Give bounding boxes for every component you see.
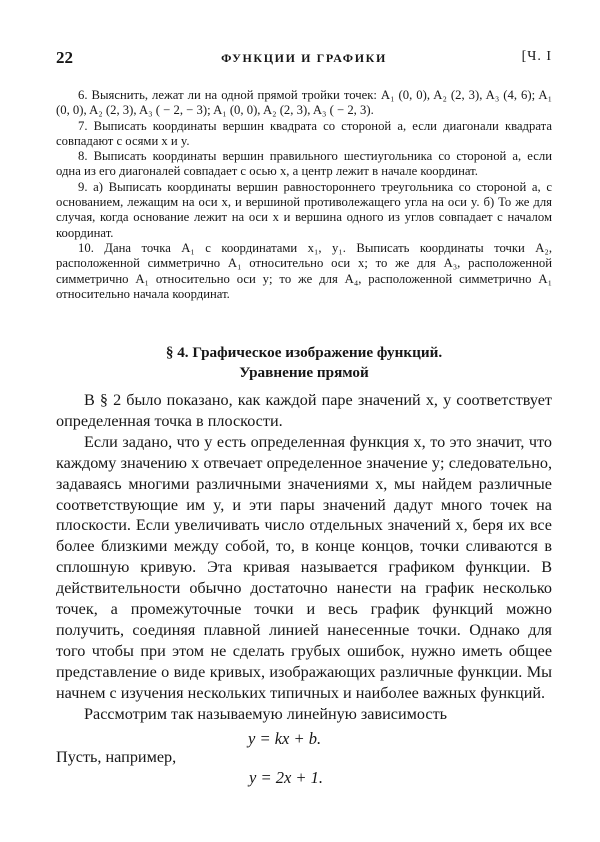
page-header <box>56 48 552 68</box>
body-text <box>56 390 552 725</box>
section-title-line-1: § 4. Графическое изображение функций. <box>165 344 443 361</box>
paragraph-1: В § 2 было показано, как каждой паре значений x, y соответствует определенная точка в плоскости. <box>56 391 552 430</box>
section-title-line-2: Уравнение прямой <box>239 363 369 381</box>
exercise-8: 8. Выписать координаты вершин правильного шестиугольника со стороной a, если одна из его диагоналей совпадает с осью x, а центр лежит в начале координат. <box>56 149 552 179</box>
equation-example: y = 2x + 1. <box>249 768 324 787</box>
text-for-example: Пусть, например, <box>56 748 177 766</box>
running-title: ФУНКЦИИ И ГРАФИКИ <box>221 51 387 65</box>
exercise-9: 9. а) Выписать координаты вершин равностороннего треугольника со стороной a, с основанием, лежащим на оси x, и вершиной противолежащего угла на оси y. б) То же для случая, когда основание лежит на оси x и вершина одного из углов совпадает с началом координат. <box>56 179 552 240</box>
exercise-7: 7. Выписать координаты вершин квадрата со стороной a, если диагонали квадрата совпадают с осями x и y. <box>56 118 552 148</box>
page-number: 22 <box>56 48 73 67</box>
paragraph-3: Рассмотрим так называемую линейную зависимость <box>84 704 448 723</box>
exercise-list <box>56 88 552 302</box>
exercise-6: 6. Выяснить, лежат ли на одной прямой тройки точек: A₁ (0, 0), A₂ (2, 3), A₃ (4, 6); A₁ (0, 0), A₂ (2, 3), A₃ ( − 2, − 3); A₁ (0, 0), A₂ (2, 3), A₃ ( − 2, 3). <box>56 88 552 118</box>
equation-linear: y = kx + b. <box>248 729 322 748</box>
exercise-10: 10. Дана точка A₁ с координатами x₁, y₁. Выписать координаты точки A₂, расположенной симметрично A₁ относительно оси x; то же для A₃, расположенной симметрично A₁ относительно оси y; то же для A₄, расположенной симметрично A₁ относительно начала координат. <box>56 240 552 301</box>
paragraph-2: Если задано, что y есть определенная функция x, то это значит, что каждому значению x отвечает определенное значение y; следовательно, задаваясь многими различными значениями x, мы найдем различные соответствующие им y, и эти пары значений дадут много точек на плоскости. Если увеличивать число отдельных значений x, беря их все более близкими между собой, то, в конце концов, точки сливаются в сплошную кривую. Эта кривая называется графиком функции. В действительности обычно достаточно нанести на график несколько точек, а промежуточные точки и весь график функций можно получить, соединяя плавной линией нанесенные точки. Однако для того чтобы при этом не сделать грубых ошибок, нужно иметь общее представление о виде кривых, изображающих различные функции. Мы начнем с изучения нескольких типичных и наиболее важных функций. <box>56 432 552 702</box>
section-heading <box>56 343 552 382</box>
chapter-marker: [Ч. I <box>521 49 552 64</box>
